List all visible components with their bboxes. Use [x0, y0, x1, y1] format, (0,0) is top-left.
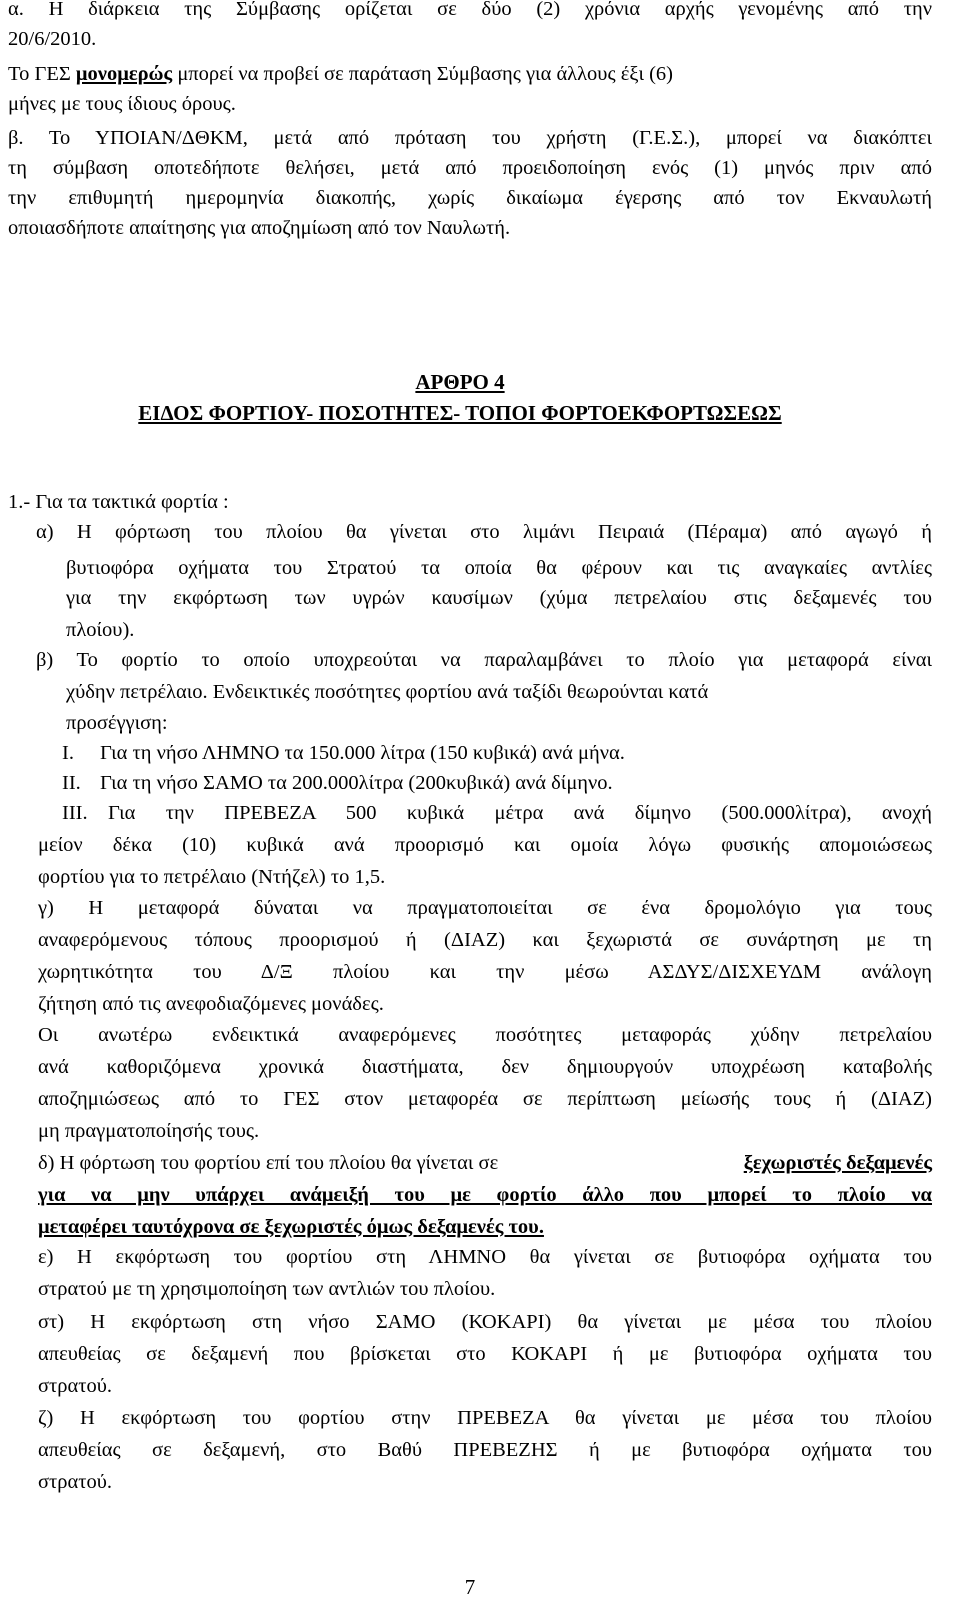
- article-title: ΑΡΘΡΟ 4: [415, 370, 505, 394]
- para-termination-line: τη σύμβαση οποτεδήποτε θελήσει, μετά από προειδοποίηση ενός (1) μηνός πριν από: [8, 157, 932, 179]
- item-e-line: ε) Η εκφόρτωση του φορτίου στη ΛΗΜΝΟ θα γίνεται σε βυτιοφόρα οχήματα του: [38, 1246, 932, 1268]
- note-line: αποζημιώσεως από το ΓΕΣ στον μεταφορέα σε περίπτωση μείωσής τους ή (ΔΙΑΖ): [38, 1088, 932, 1110]
- item-a-line: για την εκφόρτωση των υγρών καυσίμων (χύμα πετρελαίου στις δεξαμενές του: [66, 587, 932, 609]
- note-line: μη πραγματοποίησής τους.: [38, 1120, 260, 1142]
- item-g-line: χωρητικότητα του Δ/Ξ πλοίου και την μέσω ΑΣΔΥΣ/ΔΙΣΧΕΥΔΜ ανάλογη: [38, 961, 932, 983]
- item-g-line: αναφερόμενους τόπους προορισμού ή (ΔΙΑΖ) και ξεχωριστά σε συνάρτηση με τη: [38, 929, 932, 951]
- item-b-line: προσέγγιση:: [66, 712, 168, 734]
- item-z-line: ζ) Η εκφόρτωση του φορτίου στην ΠΡΕΒΕΖΑ θα γίνεται με μέσα του πλοίου: [38, 1407, 932, 1429]
- item-g-line: γ) Η μεταφορά δύναται να πραγματοποιείται σε ένα δρομολόγιο για τους: [38, 897, 932, 919]
- item-b-line: β) Το φορτίο το οποίο υποχρεούται να παραλαμβάνει το πλοίο για μεταφορά είναι: [36, 649, 932, 671]
- list-item-preveza-cont: φορτίου για το πετρέλαιο (Ντήζελ) το 1,5.: [38, 866, 386, 888]
- item-st-line: στ) Η εκφόρτωση στη νήσο ΣΑΜΟ (ΚΟΚΑΡΙ) θα γίνεται με μέσα του πλοίου: [38, 1311, 932, 1333]
- item-d-line: δ) Η φόρτωση του φορτίου επί του πλοίου θα γίνεται σε ξεχωριστές δεξαμενές: [38, 1148, 932, 1178]
- item-st-line: απευθείας σε δεξαμενή που βρίσκεται στο ΚΟΚΑΡΙ ή με βυτιοφόρα οχήματα του: [38, 1343, 932, 1365]
- item-g-line: ζήτηση από τις ανεφοδιαζόμενες μονάδες.: [38, 993, 384, 1015]
- item-d-emphasis-line: για να μην υπάρχει ανάμειξή του με φορτίο άλλο που μπορεί το πλοίο να: [38, 1184, 932, 1206]
- article-subtitle: ΕΙΔΟΣ ΦΟΡΤΙΟΥ- ΠΟΣΟΤΗΤΕΣ- ΤΟΠΟΙ ΦΟΡΤΟΕΚΦΟΡΤΩΣΕΩΣ: [138, 401, 782, 425]
- para-duration-date: 20/6/2010.: [8, 28, 97, 50]
- para-duration-line: α. Η διάρκεια της Σύμβασης ορίζεται σε δύο (2) χρόνια αρχής γενομένης από την: [8, 0, 932, 20]
- para-termination-line: β. Το ΥΠΟΙΑΝ/ΔΘΚΜ, μετά από πρόταση του χρήστη (Γ.Ε.Σ.), μπορεί να διακόπτει: [8, 127, 932, 149]
- para-extension-terms: μήνες με τους ίδιους όρους.: [8, 93, 236, 115]
- item-d-emphasis-line: μεταφέρει ταυτόχρονα σε ξεχωριστές όμως δεξαμενές του.: [38, 1216, 544, 1238]
- item-z-line: στρατού.: [38, 1471, 113, 1493]
- unilateral-emphasis: μονομερώς: [75, 63, 173, 85]
- separate-tanks-emphasis: ξεχωριστές δεξαμενές: [743, 1152, 932, 1174]
- list-numeral: ΙΙ.: [62, 772, 81, 794]
- para-termination-line: την επιθυμητή ημερομηνία διακοπής, χωρίς δικαίωμα έγερσης από τον Εκναυλωτή: [8, 187, 932, 209]
- item-z-line: απευθείας σε δεξαμενή, στο Βαθύ ΠΡΕΒΕΖΗΣ ή με βυτιοφόρα οχήματα του: [38, 1439, 932, 1461]
- item-a-line: α) Η φόρτωση του πλοίου θα γίνεται στο λιμάνι Πειραιά (Πέραμα) από αγωγό ή: [36, 521, 932, 543]
- list-item-preveza-cont: μείον δέκα (10) κυβικά ανά προορισμό και ομοία λόγω φυσικής απομοιώσεως: [38, 834, 932, 856]
- item-st-line: στρατού.: [38, 1375, 113, 1397]
- list-numeral: ΙΙΙ.: [62, 802, 88, 824]
- item-1-heading: 1.- Για τα τακτικά φορτία :: [8, 491, 229, 513]
- item-e-line: στρατού με τη χρησιμοποίηση των αντλιών του πλοίου.: [38, 1278, 496, 1300]
- list-item-samos: Για τη νήσο ΣΑΜΟ τα 200.000λίτρα (200κυβικά) ανά δίμηνο.: [100, 772, 613, 794]
- para-termination-line: οποιασδήποτε απαίτησης για αποζημίωση από τον Ναυλωτή.: [8, 217, 511, 239]
- note-line: ανά καθοριζόμενα χρονικά διαστήματα, δεν δημιουργούν υποχρέωση καταβολής: [38, 1056, 932, 1078]
- list-numeral: Ι.: [62, 742, 74, 764]
- list-item-preveza: Για την ΠΡΕΒΕΖΑ 500 κυβικά μέτρα ανά δίμηνο (500.000λίτρα), ανοχή: [108, 802, 932, 824]
- item-a-line: βυτιοφόρα οχήματα του Στρατού τα οποία θα φέρουν και τις αναγκαίες αντλίες: [66, 557, 932, 579]
- note-line: Οι ανωτέρω ενδεικτικά αναφερόμενες ποσότητες μεταφοράς χύδην πετρελαίου: [38, 1024, 932, 1046]
- page-number: 7: [464, 1575, 476, 1599]
- para-extension-line: Το ΓΕΣ μονομερώς μπορεί να προβεί σε παράταση Σύμβασης για άλλους έξι (6): [8, 63, 673, 85]
- list-item-limnos: Για τη νήσο ΛΗΜΝΟ τα 150.000 λίτρα (150 κυβικά) ανά μήνα.: [100, 742, 625, 764]
- item-b-line: χύδην πετρέλαιο. Ενδεικτικές ποσότητες φορτίου ανά ταξίδι θεωρούνται κατά: [66, 681, 709, 703]
- item-a-line: πλοίου).: [66, 619, 135, 641]
